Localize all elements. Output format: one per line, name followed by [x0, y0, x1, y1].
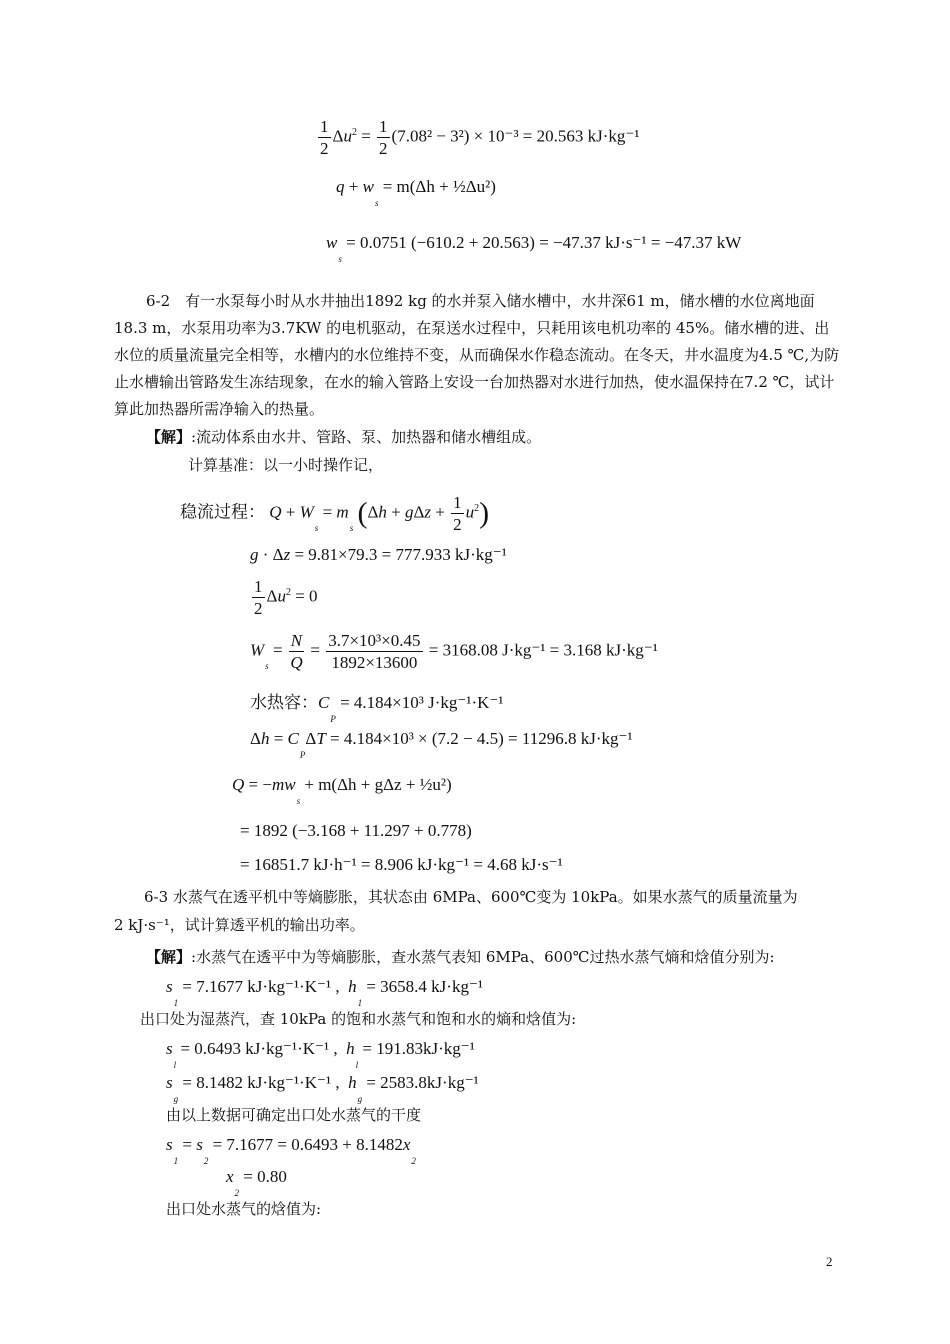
equation-heat-result: = 16851.7 kJ·h⁻¹ = 8.906 kJ·kg⁻¹ = 4.68 kJ·s⁻¹	[240, 855, 563, 874]
page-number: 2	[826, 1254, 833, 1269]
dryness-description: 由以上数据可确定出口处水蒸气的干度	[166, 1106, 422, 1124]
equation-heat-substitution: = 1892 (−3.168 + 11.297 + 0.778)	[240, 821, 472, 840]
equation-pump-work: $W_s$ = $\frac{N}{Q}$ = $\frac{\text{3.7×10³×0.45}}{1892\times 13600}$ = 3168.08 J·kg⁻¹ = 3.168 kJ·kg⁻¹	[250, 631, 658, 672]
problem-6-3-statement-line1: 6-3 水蒸气在透平机中等熵膨胀，其状态由 6MPa、600℃变为 10kPa。如果水蒸气的质量流量为	[144, 888, 798, 906]
calculation-basis: 计算基准：以一小时操作记，	[188, 456, 384, 474]
solution-6-3: 【解】:水蒸气在透平中为等熵膨胀，查水蒸气表知 6MPa、600℃过热水蒸气熵和焓值分别为:	[146, 948, 775, 966]
problem-6-3-statement-line2: 2 kJ·s⁻¹，试计算透平机的输出功率。	[114, 916, 365, 934]
equation-steady-flow: 稳流过程： $Q + W_s = m_s$ (Δh + gΔz + $\frac{1}{2}$ $u^2$)	[180, 493, 490, 534]
equation-saturated-vapor: $s_g = 8.1482$ kJ·kg⁻¹·K⁻¹ , $h_g = 2583.8kJ\cdot kg^{-1}$	[166, 1073, 479, 1104]
problem-6-2-statement: 6-2 有一水泵每小时从水井抽出1892 kg 的水并泵入储水槽中，水井深61 m，储水槽的水位离地面18.3 m，水泵用功率为3.7KW 的电机驱动，在泵送水过程中，只耗用该电机功率的 45%。储水槽的进、出水位的质量流量完全相等，水槽内的水位维持不变，从而确保水作稳态流动。在冬天，井水温度为4.5 ℃,为防止水槽输出管路发生冻结现象，在水的输入管路上安设一台加热器对水进行加热，使水温保持在7.2 ℃，试计算此加热器所需净输入的热量。	[114, 292, 840, 418]
equation-enthalpy-change: $\Delta h = C_P\Delta T = 4.184\times 10^3 \times (7.2 - 4.5) = 11296.8$ kJ·kg⁻¹	[250, 729, 633, 760]
equation-potential-energy: g · Δz = 9.81×79.3 = 777.933 kJ·kg⁻¹	[250, 545, 507, 564]
outlet-enthalpy-description: 出口处水蒸气的焓值为:	[166, 1200, 322, 1218]
solution-6-2: 【解】:流动体系由水井、管路、泵、加热器和储水槽组成。	[146, 428, 542, 446]
equation-inlet-state: $s_1 = 7.1677$ kJ·kg⁻¹·K⁻¹ , $h_1 = 3658.4$ kJ·kg⁻¹	[166, 977, 484, 1008]
equation-kinetic-zero: $\frac{1}{2}$ $\Delta u^2 = 0$	[254, 577, 318, 618]
equation-entropy-balance: $s_1 = s_2 = 7.1677 = 0.6493 + 8.1482x_2$	[166, 1135, 416, 1166]
equation-heat-capacity: 水热容：$C_P = 4.184\times 10^3$ J·kg⁻¹·K⁻¹	[250, 693, 504, 724]
equation-kinetic-energy: $\frac{1}{2}$ $\Delta u^2$ = $\frac{1}{2}$ (7.08² − 3²) × 10⁻³ = 20.563 kJ·kg⁻¹	[320, 117, 640, 158]
equation-dryness-result: $x_2 = 0.80$	[226, 1167, 287, 1198]
outlet-description: 出口处为湿蒸汽，查 10kPa 的饱和水蒸气和饱和水的熵和焓值为:	[140, 1010, 577, 1028]
equation-heat-input: $Q = -mw_s + m(\Delta h + g\Delta z$ + ½u²)	[232, 775, 452, 806]
equation-saturated-liquid: $s_l = 0.6493$ kJ·kg⁻¹·K⁻¹ , $h_l = 191.83kJ\cdot kg^{-1}$	[166, 1039, 475, 1070]
equation-shaft-work: $w_s = 0.0751$ (−610.2 + 20.563) = −47.37 kJ·s⁻¹ = −47.37 kW	[326, 233, 742, 264]
equation-energy-balance: $q + w_s = m(\Delta h$ + ½Δu²)	[336, 177, 496, 208]
